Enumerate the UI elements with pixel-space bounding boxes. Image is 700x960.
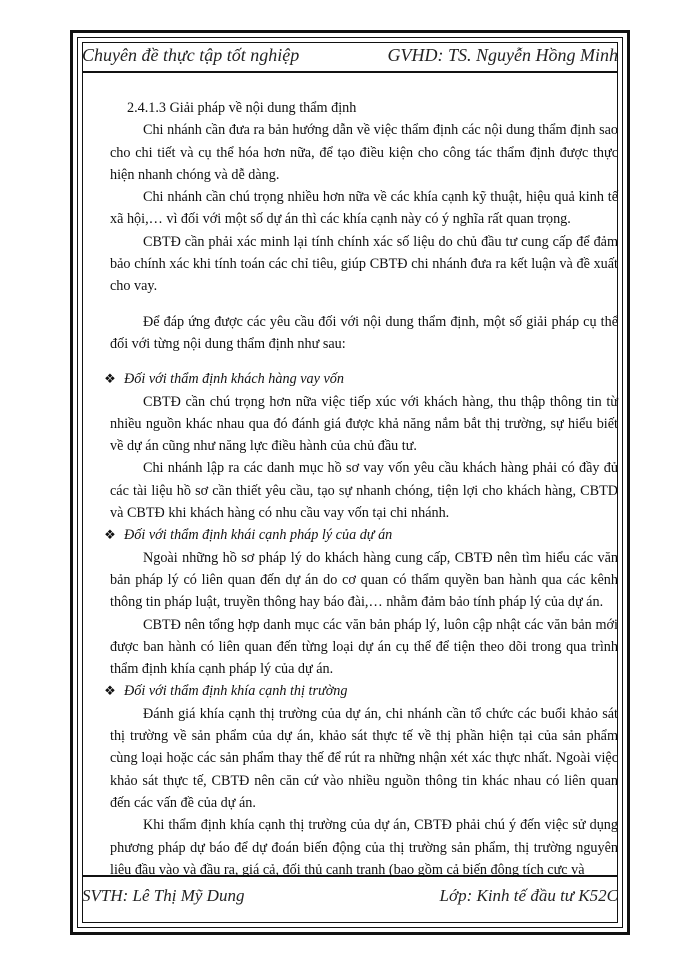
paragraph: Để đáp ứng được các yêu cầu đối với nội dung thẩm định, một số giải pháp cụ thể đối với từng nội dung thẩm định như sau: (110, 313, 618, 352)
paragraph: Đánh giá khía cạnh thị trường của dự án, chi nhánh cần tổ chức các buổi khảo sát thị trường về sản phẩm của dự án, khảo sát thực tế về thị phần hiện tại của sản phẩm cùng loại hoặc các sản phẩm thay thế để rút ra những nhận xét xác thực nhất. Ngoài việc khảo sát thực tế, CBTĐ nên căn cứ vào nhiều nguồn thông tin khác nhau có liên quan đến các vấn đề của dự án. (110, 705, 618, 811)
paragraph: Ngoài những hồ sơ pháp lý do khách hàng cung cấp, CBTĐ nên tìm hiểu các văn bản pháp lý có liên quan đến dự án do cơ quan có thẩm quyền ban hành qua các kênh thông tin pháp luật, truyền thông hay báo đài,… nhằm đảm bảo tính pháp lý của dự án. (110, 549, 618, 611)
paragraph: CBTĐ nên tổng hợp danh mục các văn bản pháp lý, luôn cập nhật các văn bản mới được ban hành có liên quan đến từng loại dự án cụ thể để tiện theo dõi trong qua trình thẩm định khía cạnh pháp lý của dự án. (110, 616, 618, 678)
header-advisor: GVHD: TS. Nguyễn Hồng Minh (387, 44, 618, 65)
bullet-heading-text: Đối với thẩm định khách hàng vay vốn (124, 371, 344, 388)
document-body (104, 97, 618, 881)
header-title: Chuyên đề thực tập tốt nghiệp (82, 44, 300, 65)
bullet-heading (96, 368, 618, 390)
paragraph: CBTĐ cần chú trọng hơn nữa việc tiếp xúc với khách hàng, thu thập thông tin từ nhiều nguồn khác nhau qua đó đánh giá được khả năng nắm bắt thị trường, sự hiểu biết về dự án cũng như năng lực điều hành của chủ đầu tư. (110, 393, 618, 455)
footer-class: Lớp: Kinh tế đầu tư K52C (439, 886, 618, 905)
bullet-heading-text: Đối với thẩm định khái cạnh pháp lý của dự án (124, 527, 393, 544)
footer-rule (82, 875, 618, 877)
page-header (82, 40, 618, 70)
paragraph: CBTĐ cần phải xác minh lại tính chính xác số liệu do chủ đầu tư cung cấp để đảm bảo chính xác khi tính toán các chỉ tiêu, giúp CBTĐ chi nhánh đưa ra kết luận và đề xuất cho vay. (110, 233, 618, 295)
diamond-bullet-icon: ❖ (104, 527, 116, 543)
footer-student: SVTH: Lê Thị Mỹ Dung (82, 886, 245, 905)
header-rule (82, 71, 618, 73)
paragraph: Khi thẩm định khía cạnh thị trường của dự án, CBTĐ phải chú ý đến việc sử dụng phương pháp dự báo để dự đoán biến động của thị trường sản phẩm, thị trường nguyên liệu đầu vào và đầu ra, giá cả, đối thủ cạnh tranh (bao gồm cả biến động tích cực và (110, 817, 618, 878)
paragraph: Chi nhánh lập ra các danh mục hồ sơ vay vốn yêu cầu khách hàng phải có đầy đủ các tài liệu hồ sơ cần thiết yêu cầu, tạo sự nhanh chóng, tiện lợi cho khách hàng, CBTD và CBTĐ khi khách hàng có nhu cầu vay vốn tại chi nhánh. (110, 460, 618, 522)
diamond-bullet-icon: ❖ (104, 371, 116, 387)
bullet-heading (96, 680, 618, 702)
bullet-heading-text: Đối với thẩm định khía cạnh thị trường (124, 683, 348, 700)
paragraph: Chi nhánh cần chú trọng nhiều hơn nữa về các khía cạnh kỹ thuật, hiệu quả kinh tế xã hội,… vì đối với một số dự án thì các khía cạnh này có ý nghĩa rất quan trọng. (110, 189, 618, 228)
bullet-heading (96, 524, 618, 546)
section-title: 2.4.1.3 Giải pháp về nội dung thẩm định (127, 100, 357, 116)
diamond-bullet-icon: ❖ (104, 683, 116, 699)
page-footer (82, 881, 618, 911)
paragraph: Chi nhánh cần đưa ra bản hướng dẫn về việc thẩm định các nội dung thẩm định sao cho chi tiết và cụ thể hóa hơn nữa, để tạo điều kiện cho công tác thẩm định được thực hiện nhanh chóng và dễ dàng. (110, 122, 618, 183)
